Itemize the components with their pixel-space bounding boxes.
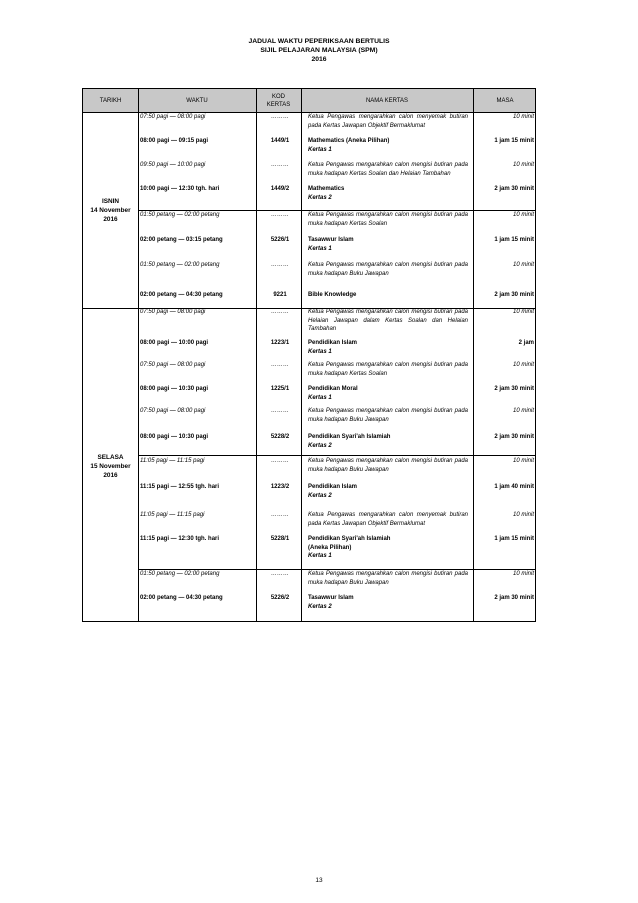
header-tarikh: TARIKH: [99, 97, 122, 104]
column-divider: [138, 89, 139, 621]
paper-name-cell: [308, 211, 468, 228]
paper-name: Ketua Pengawas mengarahkan calon mengisi butiran pada muka hadapan Kertas Soalan: [308, 362, 468, 377]
paper-code-cell: 5226/2: [270, 595, 290, 601]
paper-name-cell: [308, 308, 468, 334]
time-cell: 10:00 pagi — 12:30 tgh. hari: [140, 186, 220, 192]
paper-name: Mathematics: [308, 186, 345, 192]
duration-cell: 1 jam 15 minit: [494, 536, 534, 542]
paper-number: Kertas 2: [308, 492, 332, 499]
time-cell: 02:00 petang — 03:15 petang: [140, 237, 223, 243]
paper-code-cell: ………: [271, 362, 289, 368]
paper-name-cell: [308, 433, 468, 450]
paper-code-cell: 1225/1: [270, 386, 290, 392]
paper-name-cell: [308, 185, 468, 202]
paper-code-cell: ………: [271, 571, 289, 577]
duration-cell: 10 minit: [512, 571, 534, 577]
paper-code-cell: ………: [271, 512, 289, 518]
paper-name-cell: [308, 236, 468, 253]
duration-cell: 10 minit: [512, 309, 534, 315]
duration-cell: 2 jam: [518, 340, 534, 346]
time-cell: 01:50 petang — 02:00 petang: [140, 571, 220, 577]
paper-name: Mathematics (Aneka Pilihan): [308, 138, 390, 144]
title-line-1: JADUAL WAKTU PEPERIKSAAN BERTULIS: [248, 38, 390, 45]
paper-name: Ketua Pengawas mengarahkan calon mengisi butiran pada muka hadapan Buku Jawapan: [308, 571, 468, 586]
row-group-separator: [138, 455, 535, 456]
paper-code-cell: 5228/1: [270, 536, 290, 542]
paper-code-cell: 1223/1: [270, 340, 290, 346]
paper-number: Kertas 2: [308, 442, 332, 449]
paper-name-cell: [308, 113, 468, 130]
time-cell: 09:50 pagi — 10:00 pagi: [140, 162, 206, 168]
time-cell: 01:50 petang — 02:00 petang: [140, 262, 220, 268]
paper-code-cell: 5228/2: [270, 434, 290, 440]
paper-code-cell: 5226/1: [270, 237, 290, 243]
time-cell: 02:00 petang — 04:30 petang: [140, 595, 223, 601]
paper-name: Pendidikan Islam: [308, 340, 358, 346]
date-cell-isnin: [83, 112, 138, 308]
paper-code-cell: 9221: [273, 292, 287, 298]
paper-number: Kertas 1: [308, 394, 332, 401]
time-cell: 01:50 petang — 02:00 petang: [140, 212, 220, 218]
paper-name-cell: [308, 291, 468, 300]
duration-cell: 10 minit: [512, 212, 534, 218]
paper-code-cell: ………: [271, 458, 289, 464]
paper-name: Ketua Pengawas mengarahkan calon mengisi butiran pada muka hadapan Buku Jawapan: [308, 408, 468, 423]
date-day: ISNIN: [101, 197, 120, 205]
page-number: 13: [315, 877, 323, 884]
paper-name-cell: [308, 407, 468, 424]
paper-name: Ketua Pengawas mengarahkan calon mengisi butiran pada muka hadapan Buku Jawapan: [308, 262, 468, 277]
paper-name-cell: [308, 570, 468, 587]
paper-code-cell: ………: [271, 262, 289, 268]
duration-cell: 1 jam 15 minit: [494, 138, 534, 144]
time-cell: 11:05 pagi — 11:15 pagi: [140, 458, 205, 464]
time-cell: 07:50 pagi — 08:00 pagi: [140, 309, 206, 315]
document-title: [0, 37, 638, 64]
paper-name-cell: [308, 137, 468, 154]
duration-cell: 2 jam 30 minit: [494, 595, 534, 601]
duration-cell: 10 minit: [512, 262, 534, 268]
duration-cell: 2 jam 30 minit: [494, 386, 534, 392]
paper-code-cell: 1223/2: [270, 484, 290, 490]
paper-code-cell: ………: [271, 212, 289, 218]
duration-cell: 2 jam 30 minit: [494, 186, 534, 192]
paper-number: Kertas 2: [308, 603, 332, 610]
paper-name: Ketua Pengawas mengarahkan calon mengisi butiran pada muka hadapan Buku Jawapan: [308, 458, 468, 473]
title-line-3: 2016: [311, 56, 327, 63]
header-kod: KOD KERTAS: [266, 93, 291, 108]
header-nama: NAMA KERTAS: [365, 97, 409, 104]
paper-number: Kertas 1: [308, 348, 332, 355]
paper-code-cell: ………: [271, 309, 289, 315]
paper-name: Ketua Pengawas mengarahkan calon mengisi butiran pada muka hadapan Kertas Soalan: [308, 212, 468, 227]
paper-name-cell: [308, 261, 468, 278]
paper-name-extra: (Aneka Pilihan): [308, 544, 352, 551]
table-header: [83, 89, 535, 113]
duration-cell: 10 minit: [512, 408, 534, 414]
paper-number: Kertas 2: [308, 194, 332, 201]
column-divider: [256, 89, 257, 621]
date-year: 2016: [103, 215, 118, 223]
duration-cell: 10 minit: [512, 458, 534, 464]
duration-cell: 1 jam 40 minit: [494, 484, 534, 490]
time-cell: 08:00 pagi — 09:15 pagi: [140, 138, 209, 144]
duration-cell: 10 minit: [512, 512, 534, 518]
time-cell: 07:50 pagi — 08:00 pagi: [140, 114, 206, 120]
time-cell: 07:50 pagi — 08:00 pagi: [140, 362, 206, 368]
duration-cell: 2 jam 30 minit: [494, 292, 534, 298]
time-cell: 11:15 pagi — 12:30 tgh. hari: [140, 536, 220, 542]
duration-cell: 10 minit: [512, 114, 534, 120]
header-masa: MASA: [496, 97, 514, 104]
date-date: 15 November: [90, 462, 131, 470]
date-year: 2016: [103, 471, 118, 479]
paper-name: Ketua Pengawas mengarahkan calon menyemak butiran pada Kertas Jawapan Objektif Bermaklumat: [308, 512, 468, 527]
date-date: 14 November: [90, 206, 131, 214]
paper-name-cell: [308, 594, 468, 611]
date-cell-selasa: [83, 309, 138, 623]
paper-name: Bible Knowledge: [308, 292, 357, 298]
header-waktu: WAKTU: [186, 97, 208, 104]
paper-code-cell: ………: [271, 408, 289, 414]
paper-name-cell: [308, 385, 468, 402]
paper-code-cell: 1449/1: [270, 138, 290, 144]
duration-cell: 1 jam 15 minit: [494, 237, 534, 243]
paper-name: Ketua Pengawas mengarahkan calon mengisi butiran pada Helaian Jawapan dalam Kertas Soalan dan Helaian Tambahan: [308, 309, 468, 332]
paper-number: Kertas 1: [308, 146, 332, 153]
paper-name: Tasawwur Islam: [308, 595, 354, 601]
exam-schedule-table: [82, 88, 536, 622]
time-cell: 08:00 pagi — 10:00 pagi: [140, 340, 209, 346]
paper-code-cell: 1449/2: [270, 186, 290, 192]
time-cell: 07:50 pagi — 08:00 pagi: [140, 408, 206, 414]
paper-name: Pendidikan Syari'ah Islamiah: [308, 434, 391, 440]
paper-name-cell: [308, 511, 468, 528]
paper-name-cell: [308, 339, 468, 356]
paper-name: Ketua Pengawas mengarahkan calon menyemak butiran pada Kertas Jawapan Objektif Bermaklumat: [308, 114, 468, 129]
paper-code-cell: ………: [271, 114, 289, 120]
time-cell: 02:00 petang — 04:30 petang: [140, 292, 223, 298]
paper-code-cell: ………: [271, 162, 289, 168]
paper-name: Pendidikan Moral: [308, 386, 358, 392]
paper-name-cell: [308, 161, 468, 178]
paper-name-cell: [308, 483, 468, 500]
duration-cell: 10 minit: [512, 162, 534, 168]
time-cell: 11:15 pagi — 12:55 tgh. hari: [140, 484, 220, 490]
duration-cell: 2 jam 30 minit: [494, 434, 534, 440]
paper-name: Ketua Pengawas mengarahkan calon mengisi butiran pada muka hadapan Kertas Soalan dan Helaian Tambahan: [308, 162, 468, 177]
duration-cell: 10 minit: [512, 362, 534, 368]
paper-name-cell: [308, 457, 468, 474]
date-day: SELASA: [97, 453, 124, 461]
paper-name: Tasawwur Islam: [308, 237, 354, 243]
paper-name: Pendidikan Syari'ah Islamiah: [308, 536, 391, 542]
time-cell: 08:00 pagi — 10:30 pagi: [140, 434, 209, 440]
paper-name-cell: [308, 535, 468, 561]
time-cell: 11:05 pagi — 11:15 pagi: [140, 512, 205, 518]
paper-number: Kertas 1: [308, 245, 332, 252]
title-line-2: SIJIL PELAJARAN MALAYSIA (SPM): [260, 47, 378, 54]
paper-number: Kertas 1: [308, 553, 332, 559]
paper-name-cell: [308, 361, 468, 378]
paper-name: Pendidikan Islam: [308, 484, 358, 490]
time-cell: 08:00 pagi — 10:30 pagi: [140, 386, 209, 392]
